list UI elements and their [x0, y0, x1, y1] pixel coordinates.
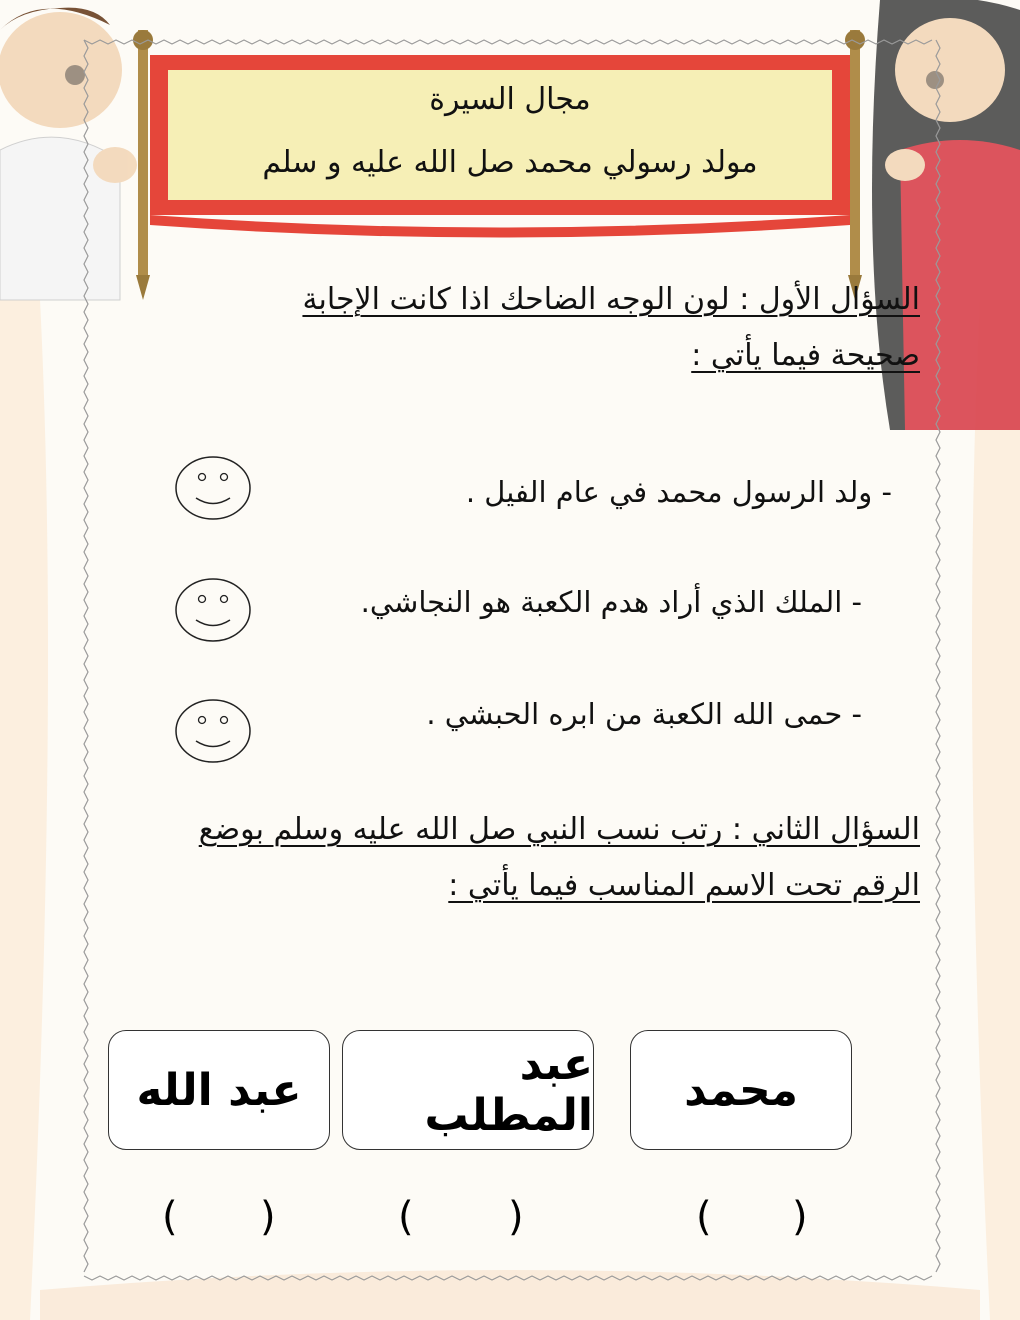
question2-line2: الرقم تحت الاسم المناسب فيما يأتي : — [448, 868, 920, 903]
statement-2: - الملك الذي أراد هدم الكعبة هو النجاشي. — [360, 585, 862, 619]
answer-paren-open: ( — [398, 1194, 414, 1240]
lesson-title: مولد رسولي محمد صل الله عليه و سلم — [262, 145, 758, 180]
smiley-face-icon[interactable] — [174, 698, 252, 764]
answer-paren-open: ( — [162, 1194, 178, 1240]
answer-paren-close: ) — [508, 1194, 524, 1240]
smiley-face-icon[interactable] — [174, 577, 252, 643]
name-box-abdulmuttalib: عبد المطلب — [342, 1030, 594, 1150]
section-title: مجال السيرة — [429, 82, 591, 117]
question1-line1: السؤال الأول : لون الوجه الضاحك اذا كانت الإجابة — [302, 282, 920, 317]
zigzag-border-edge — [936, 40, 940, 1272]
name-box-abdullah: عبد الله — [108, 1030, 330, 1150]
statement-1: - ولد الرسول محمد في عام الفيل . — [465, 475, 892, 509]
question2-line1: السؤال الثاني : رتب نسب النبي صل الله عليه وسلم بوضع — [198, 812, 920, 847]
name-box-muhammad: محمد — [630, 1030, 852, 1150]
answer-paren-close: ) — [260, 1194, 276, 1240]
question1-line2: صحيحة فيما يأتي : — [691, 338, 920, 373]
zigzag-border-edge — [84, 40, 88, 1272]
smiley-face-icon[interactable] — [174, 455, 252, 521]
zigzag-border-edge — [84, 40, 932, 44]
zigzag-border-edge — [84, 1276, 932, 1280]
statement-3: - حمى الله الكعبة من ابره الحبشي . — [426, 697, 862, 731]
answer-paren-close: ) — [792, 1194, 808, 1240]
answer-paren-open: ( — [696, 1194, 712, 1240]
